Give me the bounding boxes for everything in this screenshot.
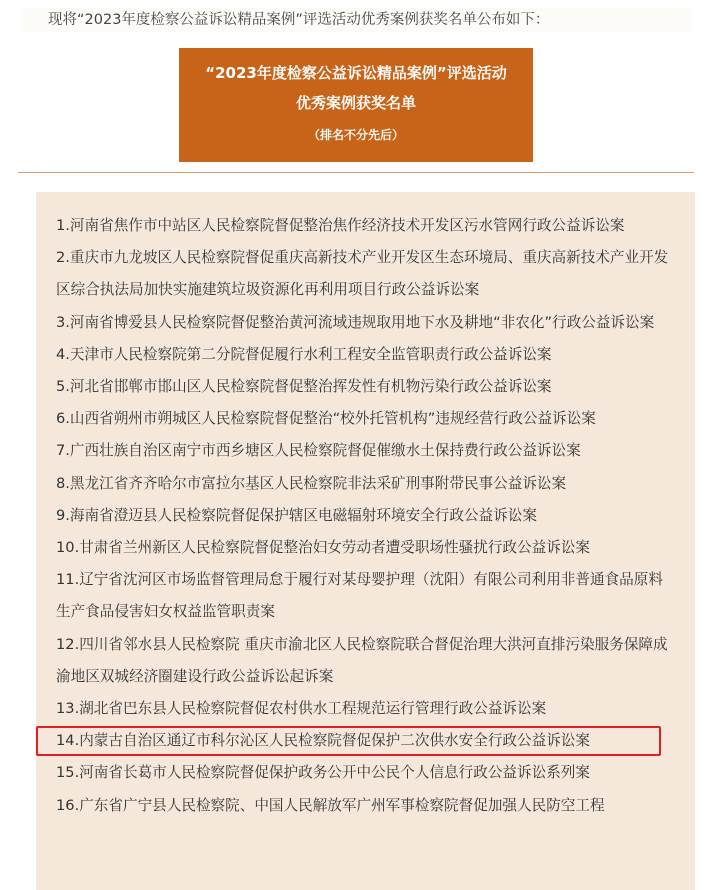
case-item-9: 9.海南省澄迈县人民检察院督促保护辖区电磁辐射环境安全行政公益诉讼案 — [56, 506, 537, 524]
case-list — [36, 192, 695, 822]
case-item-15: 15.河南省长葛市人民检察院督促保护政务公开中公民个人信息行政公益诉讼系列案 — [56, 764, 590, 782]
case-item-4: 4.天津市人民检察院第二分院督促履行水利工程安全监管职责行政公益诉讼案 — [56, 345, 552, 363]
case-item-12: 12.四川省邻水县人民检察院 重庆市渝北区人民检察院联合督促治理大洪河直排污染服务保障成渝地区双城经济圈建设行政公益诉讼起诉案 — [56, 635, 668, 685]
banner-title-line1: “2023年度检察公益诉讼精品案例”评选活动 — [205, 64, 507, 82]
case-item-5: 5.河北省邯郸市邯山区人民检察院督促整治挥发性有机物污染行政公益诉讼案 — [56, 378, 552, 396]
case-item-1: 1.河南省焦作市中站区人民检察院督促整治焦作经济技术开发区污水管网行政公益诉讼案 — [56, 217, 625, 234]
case-item-3: 3.河南省博爱县人民检察院督促整治黄河流域违规取用地下水及耕地“非农化”行政公益诉讼案 — [56, 313, 655, 331]
case-item-14-highlighted: 14.内蒙古自治区通辽市科尔沁区人民检察院督促保护二次供水安全行政公益诉讼案 — [56, 725, 675, 757]
case-item-7: 7.广西壮族自治区南宁市西乡塘区人民检察院督促催缴水土保持费行政公益诉讼案 — [56, 442, 581, 460]
case-item-13: 13.湖北省巴东县人民检察院督促农村供水工程规范运行管理行政公益诉讼案 — [56, 700, 547, 718]
case-item-2: 2.重庆市九龙坡区人民检察院督促重庆高新技术产业开发区生态环境局、重庆高新技术产业开发区综合执法局加快实施建筑垃圾资源化再利用项目行政公益诉讼案 — [56, 249, 669, 299]
case-item-10: 10.甘肃省兰州新区人民检察院督促整治妇女劳动者遭受职场性骚扰行政公益诉讼案 — [56, 539, 590, 557]
case-item-16: 16.广东省广宁县人民检察院、中国人民解放军广州军事检察院督促加强人民防空工程 — [56, 796, 605, 814]
banner-note: （排名不分先后） — [307, 128, 404, 142]
case-list-panel — [36, 192, 695, 890]
award-title-banner — [179, 48, 533, 162]
case-item-8: 8.黑龙江省齐齐哈尔市富拉尔基区人民检察院非法采矿刑事附带民事公益诉讼案 — [56, 474, 567, 492]
intro-text: 现将“2023年度检察公益诉讼精品案例”评选活动优秀案例获奖名单公布如下： — [22, 8, 691, 32]
section-divider — [18, 172, 694, 173]
case-item-11: 11.辽宁省沈河区市场监督管理局怠于履行对某母婴护理（沈阳）有限公司利用非普通食品原料生产食品侵害妇女权益监管职责案 — [56, 571, 663, 621]
case-item-6: 6.山西省朔州市朔城区人民检察院督促整治“校外托管机构”违规经营行政公益诉讼案 — [56, 410, 596, 428]
banner-title-line2: 优秀案例获奖名单 — [295, 94, 416, 112]
